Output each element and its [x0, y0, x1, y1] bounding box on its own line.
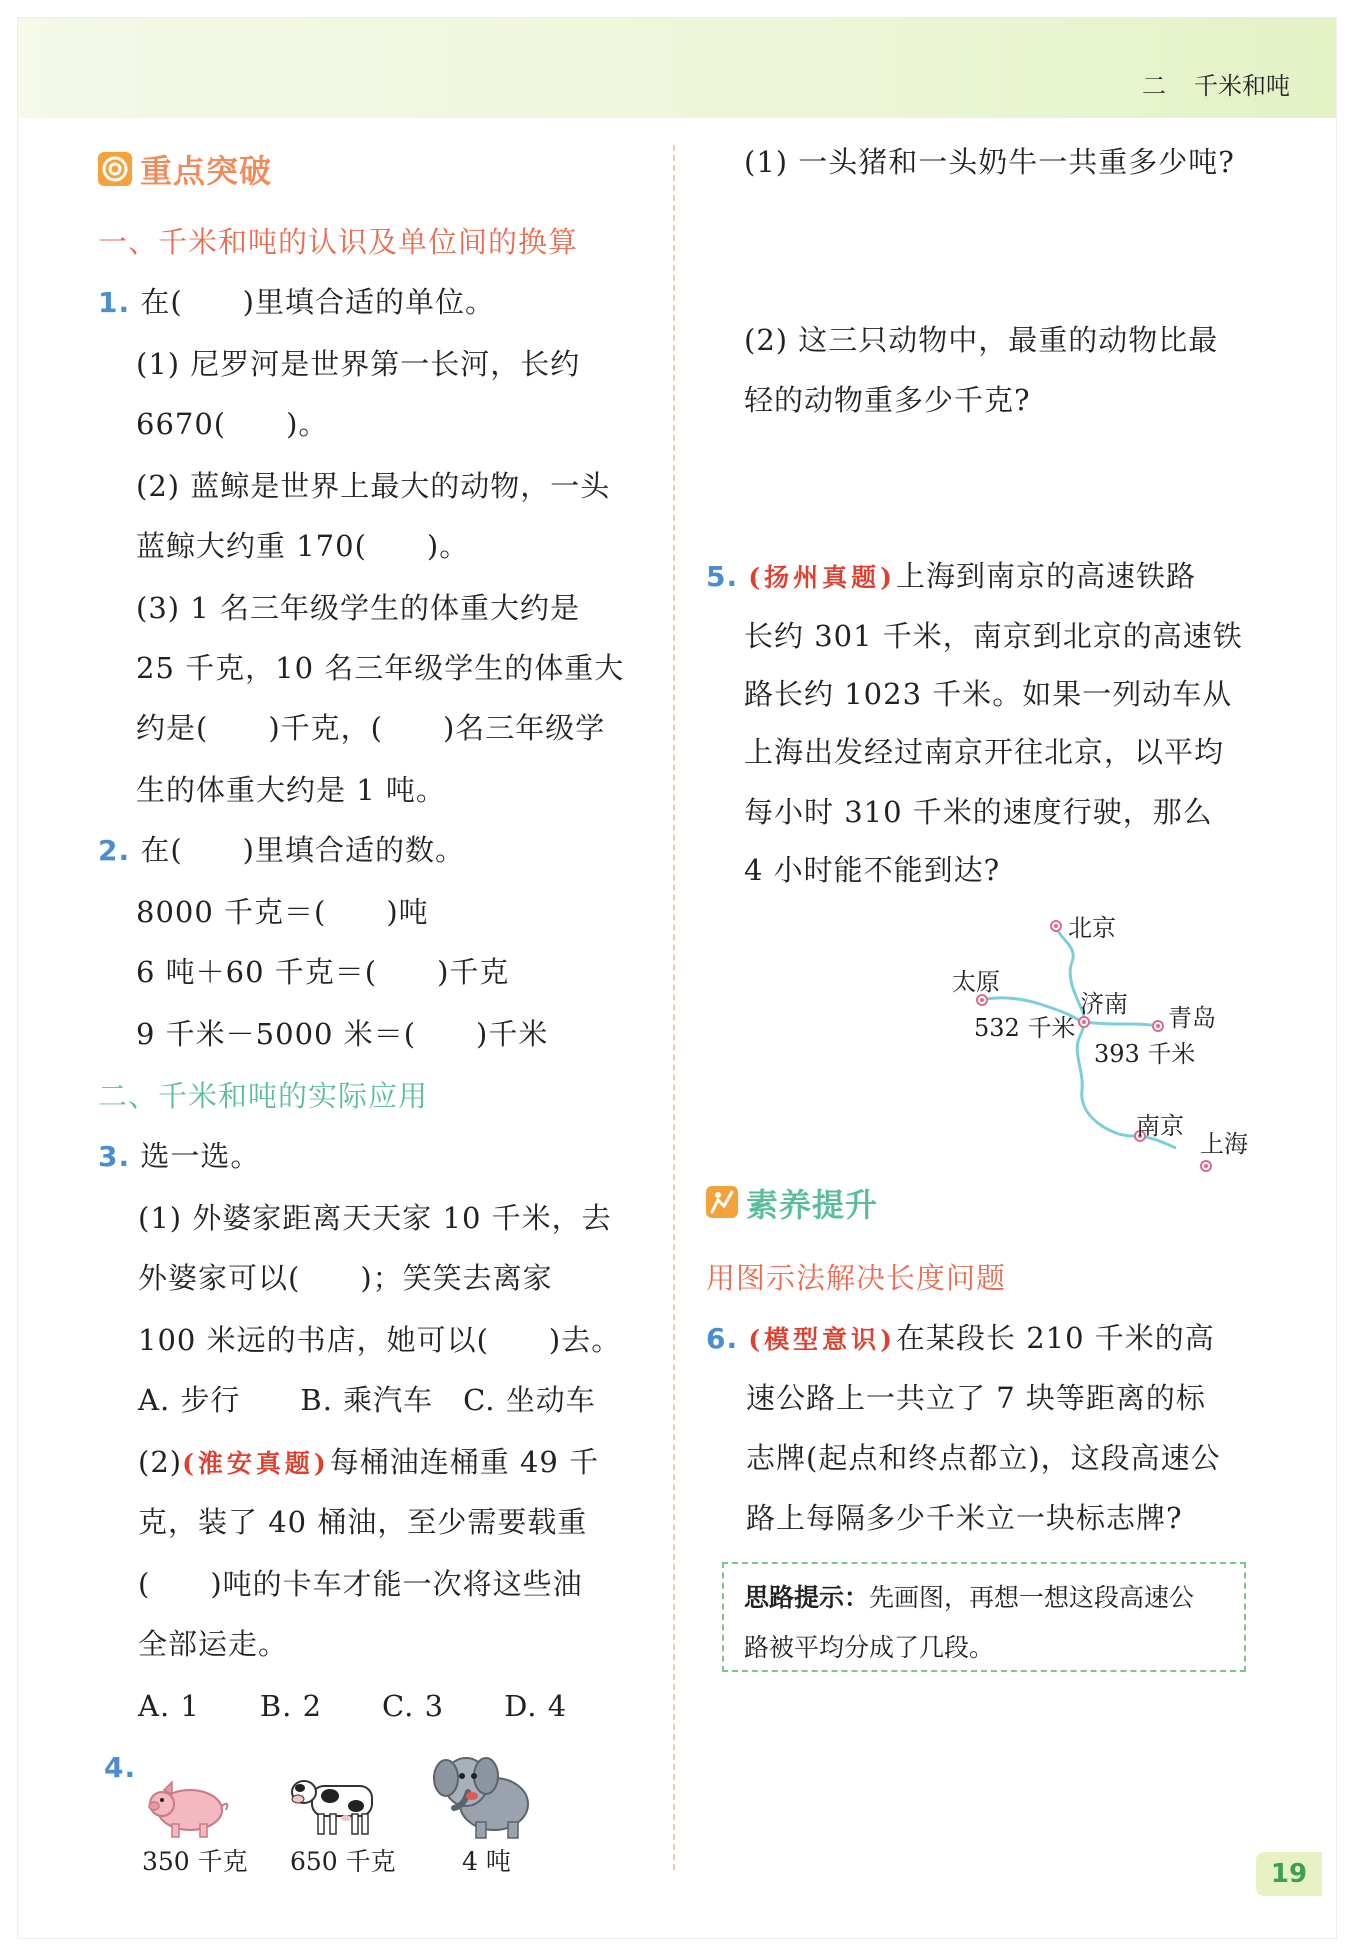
- q4-part2-line2: 轻的动物重多少千克?: [744, 383, 1031, 417]
- q3-part1-line1: (1) 外婆家距离天天家 10 千米，去: [138, 1201, 612, 1235]
- q5-line2: 长约 301 千米，南京到北京的高速铁: [744, 619, 1243, 653]
- q1-part3-line1: (3) 1 名三年级学生的体重大约是: [136, 591, 580, 625]
- elephant-icon: [432, 1748, 534, 1846]
- subsection-title-2: 二、千米和吨的实际应用: [98, 1079, 429, 1113]
- question-number: 5.: [706, 560, 739, 593]
- q3-part2-line3: ( )吨的卡车才能一次将这些油: [138, 1567, 583, 1601]
- q3-options-1: A. 步行 B. 乘汽车 C. 坐动车: [138, 1383, 596, 1417]
- question-number: 1.: [98, 286, 131, 319]
- hint-line2: 路被平均分成了几段。: [744, 1633, 995, 1662]
- q1-part1-line1: (1) 尼罗河是世界第一长河，长约: [136, 347, 581, 381]
- q6-line4: 路上每隔多少千米立一块标志牌?: [746, 1501, 1183, 1535]
- cow-icon: [290, 1772, 380, 1844]
- q2-line3: 9 千米－5000 米＝( )千米: [136, 1017, 549, 1051]
- focus-section-icon: [98, 152, 132, 190]
- q6-line1: 在某段长 210 千米的高: [896, 1321, 1215, 1355]
- q6-line2: 速公路上一共立了 7 块等距离的标: [746, 1381, 1206, 1415]
- question-6: [706, 1316, 1215, 1357]
- question-4: [104, 1750, 136, 1784]
- city-taiyuan: 太原: [952, 968, 1000, 996]
- chapter-title: 千米和吨: [1194, 72, 1290, 100]
- source-tag: (模型意识): [748, 1325, 897, 1354]
- source-tag: (扬州真题): [748, 563, 897, 592]
- column-divider: [673, 145, 675, 1870]
- hint-text: 先画图，再想一想这段高速公: [869, 1583, 1195, 1612]
- cow-weight: 650 千克: [290, 1847, 396, 1876]
- question-stem: 在( )里填合适的数。: [140, 833, 465, 867]
- q2-line1: 8000 千克＝( )吨: [136, 895, 429, 929]
- part-label: (2): [138, 1445, 183, 1479]
- improve-section-icon: [706, 1186, 738, 1222]
- distance-jinan-qingdao: 393 千米: [1094, 1040, 1196, 1068]
- chapter-header: [1142, 66, 1290, 101]
- hint-box: [722, 1562, 1246, 1672]
- question-1: [98, 280, 495, 321]
- city-nanjing: 南京: [1136, 1112, 1184, 1140]
- chapter-number: 二: [1142, 72, 1166, 100]
- section-title-focus: 重点突破: [140, 152, 273, 190]
- q1-part3-line3: 约是( )千克，( )名三年级学: [136, 711, 606, 745]
- q5-line3: 路长约 1023 千米。如果一列动车从: [744, 677, 1233, 711]
- city-beijing: 北京: [1068, 914, 1116, 942]
- pig-icon: [148, 1778, 230, 1844]
- elephant-weight: 4 吨: [462, 1847, 511, 1876]
- q6-line3: 志牌(起点和终点都立)，这段高速公: [746, 1441, 1221, 1475]
- railway-map: [940, 900, 1260, 1184]
- header-band: [18, 18, 1336, 118]
- q2-line2: 6 吨＋60 千克＝( )千克: [136, 955, 510, 989]
- source-tag: (淮安真题): [182, 1449, 330, 1478]
- q1-part2-line2: 蓝鲸大约重 170( )。: [136, 529, 470, 563]
- question-number: 2.: [98, 834, 131, 867]
- q3-part2-line4: 全部运走。: [138, 1627, 289, 1661]
- question-number: 6.: [706, 1322, 739, 1355]
- distance-taiyuan-jinan: 532 千米: [974, 1014, 1076, 1042]
- q4-part2-line1: (2) 这三只动物中，最重的动物比最: [744, 323, 1219, 357]
- q3-part1-line3: 100 米远的书店，她可以( )去。: [138, 1323, 622, 1357]
- city-jinan: 济南: [1080, 990, 1128, 1018]
- hint-line1: [744, 1578, 1194, 1614]
- question-3: [98, 1134, 260, 1175]
- question-stem: 选一选。: [140, 1139, 261, 1173]
- q1-part3-line4: 生的体重大约是 1 吨。: [136, 773, 446, 807]
- q3-part1-line2: 外婆家可以( )；笑笑去离家: [138, 1261, 553, 1295]
- question-5: [706, 554, 1196, 595]
- pig-weight: 350 千克: [142, 1847, 248, 1876]
- city-qingdao: 青岛: [1168, 1004, 1216, 1032]
- q3-part2-text: 每桶油连桶重 49 千: [329, 1445, 600, 1479]
- q5-line5: 每小时 310 千米的速度行驶，那么: [744, 795, 1213, 829]
- question-number: 3.: [98, 1140, 131, 1173]
- question-number: 4.: [104, 1751, 137, 1784]
- section-title-improve: 素养提升: [746, 1186, 879, 1224]
- hint-label: 思路提示：: [744, 1583, 870, 1612]
- q1-part2-line1: (2) 蓝鲸是世界上最大的动物，一头: [136, 469, 611, 503]
- q5-line6: 4 小时能不能到达?: [744, 853, 1001, 887]
- q3-options-2: A. 1 B. 2 C. 3 D. 4: [138, 1689, 568, 1723]
- question-stem: 在( )里填合适的单位。: [140, 285, 495, 319]
- city-shanghai: 上海: [1200, 1130, 1248, 1158]
- question-2: [98, 828, 465, 869]
- q3-part2-line2: 克，装了 40 桶油，至少需要载重: [138, 1505, 588, 1539]
- subsection-title-1: 一、千米和吨的认识及单位间的换算: [98, 225, 579, 259]
- subsection-title-3: 用图示法解决长度问题: [706, 1261, 1007, 1295]
- q1-part3-line2: 25 千克，10 名三年级学生的体重大: [136, 651, 625, 685]
- q1-part1-line2: 6670( )。: [136, 407, 329, 441]
- q4-part1: (1) 一头猪和一头奶牛一共重多少吨?: [744, 145, 1235, 179]
- q3-part2-line1: [138, 1440, 599, 1481]
- page-number: 19: [1256, 1852, 1322, 1896]
- q5-line1: 上海到南京的高速铁路: [896, 559, 1197, 593]
- q5-line4: 上海出发经过南京开往北京，以平均: [744, 735, 1225, 769]
